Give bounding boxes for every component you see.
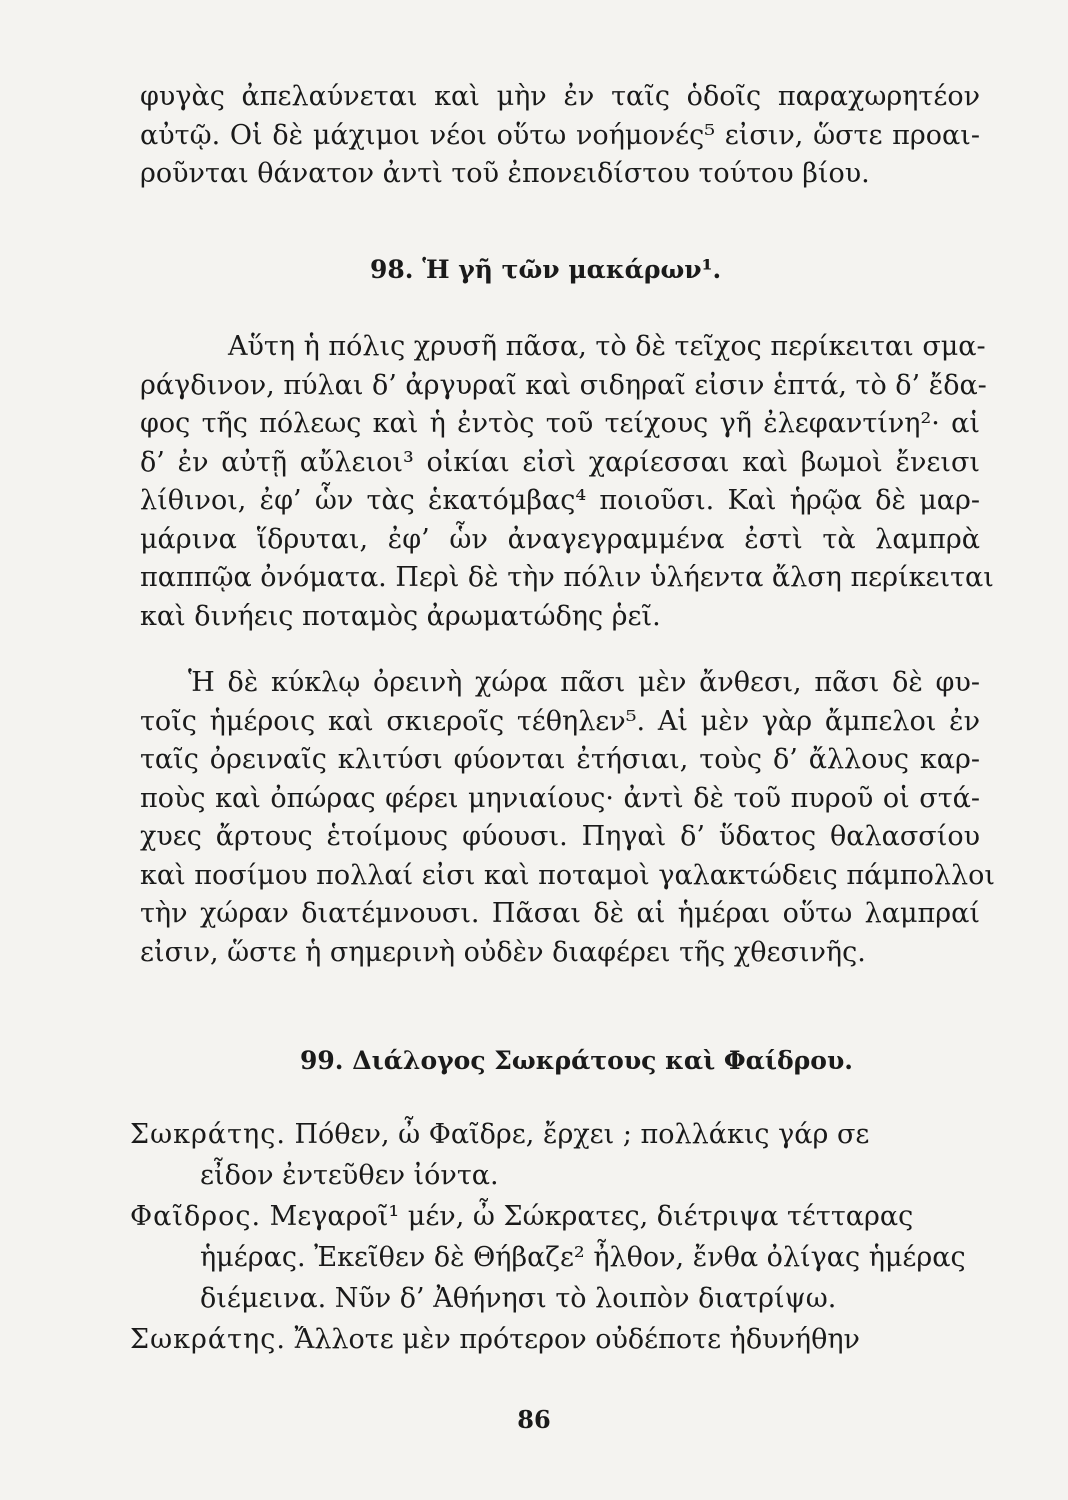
- dialogue-text: Πόθεν, ὦ Φαῖδρε, ἔρχει ; πολλάκις γάρ σε: [294, 1119, 870, 1150]
- dialogue-text: Μεγαροῖ¹ μέν, ὦ Σώκρατες, διέτριψα τέτταρας: [269, 1201, 914, 1232]
- text-line: χυες ἄρτους ἑτοίμους φύουσι. Πηγαὶ δ’ ὕδατος θαλασσίου: [140, 821, 980, 852]
- text-line: μάρινα ἵδρυται, ἐφ’ ὧν ἀναγεγραμμένα ἐστὶ τὰ λαμπρὰ: [140, 523, 980, 555]
- speaker-name: Σωκράτης.: [130, 1324, 286, 1355]
- speaker-name: Φαῖδρος.: [130, 1201, 262, 1232]
- section-98-paragraph-2: [140, 664, 995, 972]
- text-line: ροῦνται θάνατον ἀντὶ τοῦ ἐπονειδίστου τούτου βίου.: [140, 158, 870, 189]
- speaker-name: Σωκράτης.: [130, 1119, 286, 1150]
- section-99-heading: 99. Διάλογος Σωκράτους καὶ Φαίδρου.: [300, 1046, 854, 1075]
- dialogue-text: εἶδον ἐντεῦθεν ἰόντα.: [200, 1160, 499, 1191]
- text-line: Ἡ δὲ κύκλῳ ὀρεινὴ χώρα πᾶσι μὲν ἄνθεσι, πᾶσι δὲ φυ-: [188, 667, 980, 698]
- text-line: καὶ ποσίμου πολλαί εἰσι καὶ ποταμοὶ γαλακτώδεις πάμπολλοι: [140, 859, 995, 891]
- text-line: αὐτῷ. Οἱ δὲ μάχιμοι νέοι οὕτω νοήμονές⁵ εἰσιν, ὥστε προαι-: [140, 119, 980, 151]
- dialogue-line: [130, 1278, 980, 1319]
- dialogue-line: [130, 1319, 980, 1360]
- intro-paragraph: [140, 78, 980, 194]
- dialogue-line: [130, 1114, 980, 1155]
- dialogue-text: ἡμέρας. Ἐκεῖθεν δὲ Θήβαζε² ἦλθον, ἔνθα ὀλίγας ἡμέρας: [200, 1242, 966, 1273]
- text-line: φος τῆς πόλεως καὶ ἡ ἐντὸς τοῦ τείχους γῆ ἐλεφαντίνη²· αἱ: [140, 408, 980, 439]
- text-line: τοῖς ἡμέροις καὶ σκιεροῖς τέθηλεν⁵. Αἱ μὲν γὰρ ἄμπελοι ἐν: [140, 705, 980, 737]
- dialogue-line: [130, 1237, 980, 1278]
- dialogue-text: διέμεινα. Νῦν δ’ Ἀθήνησι τὸ λοιπὸν διατρίψω.: [200, 1283, 837, 1314]
- dialogue-line: [130, 1155, 980, 1196]
- section-99-dialogue: [130, 1114, 980, 1360]
- text-line: τὴν χώραν διατέμνουσι. Πᾶσαι δὲ αἱ ἡμέραι οὕτω λαμπραί: [140, 898, 980, 929]
- text-line: Αὕτη ἡ πόλις χρυσῆ πᾶσα, τὸ δὲ τεῖχος περίκειται σμα-: [228, 331, 986, 362]
- text-line: ράγδινον, πύλαι δ’ ἀργυραῖ καὶ σιδηραῖ εἰσιν ἑπτά, τὸ δ’ ἔδα-: [140, 369, 987, 401]
- dialogue-line: [130, 1196, 980, 1237]
- section-98-paragraph-1: [140, 328, 994, 636]
- dialogue-text: Ἄλλοτε μὲν πρότερον οὐδέποτε ἠδυνήθην: [294, 1324, 860, 1355]
- text-line: ποὺς καὶ ὀπώρας φέρει μηνιαίους· ἀντὶ δὲ τοῦ πυροῦ οἱ στά-: [140, 782, 980, 814]
- text-line: φυγὰς ἀπελαύνεται καὶ μὴν ἐν ταῖς ὁδοῖς παραχωρητέον: [140, 81, 980, 112]
- section-98-heading: 98. Ἡ γῆ τῶν μακάρων¹.: [370, 255, 722, 284]
- text-line: εἰσιν, ὥστε ἡ σημερινὴ οὐδὲν διαφέρει τῆς χθεσινῆς.: [140, 936, 866, 968]
- text-line: λίθινοι, ἐφ’ ὧν τὰς ἑκατόμβας⁴ ποιοῦσι. Καὶ ἡρῷα δὲ μαρ-: [140, 485, 980, 516]
- text-line: παππῷα ὀνόματα. Περὶ δὲ τὴν πόλιν ὑλήεντα ἄλση περίκειται: [140, 562, 994, 593]
- text-line: καὶ δινήεις ποταμὸς ἀρωματώδης ῥεῖ.: [140, 600, 661, 632]
- text-line: δ’ ἐν αὐτῇ αὔλειοι³ οἰκίαι εἰσὶ χαρίεσσαι καὶ βωμοὶ ἔνεισι: [140, 446, 980, 478]
- page-number: 86: [517, 1405, 551, 1434]
- text-line: ταῖς ὀρειναῖς κλιτύσι φύονται ἐτήσιαι, τοὺς δ’ ἄλλους καρ-: [140, 744, 980, 775]
